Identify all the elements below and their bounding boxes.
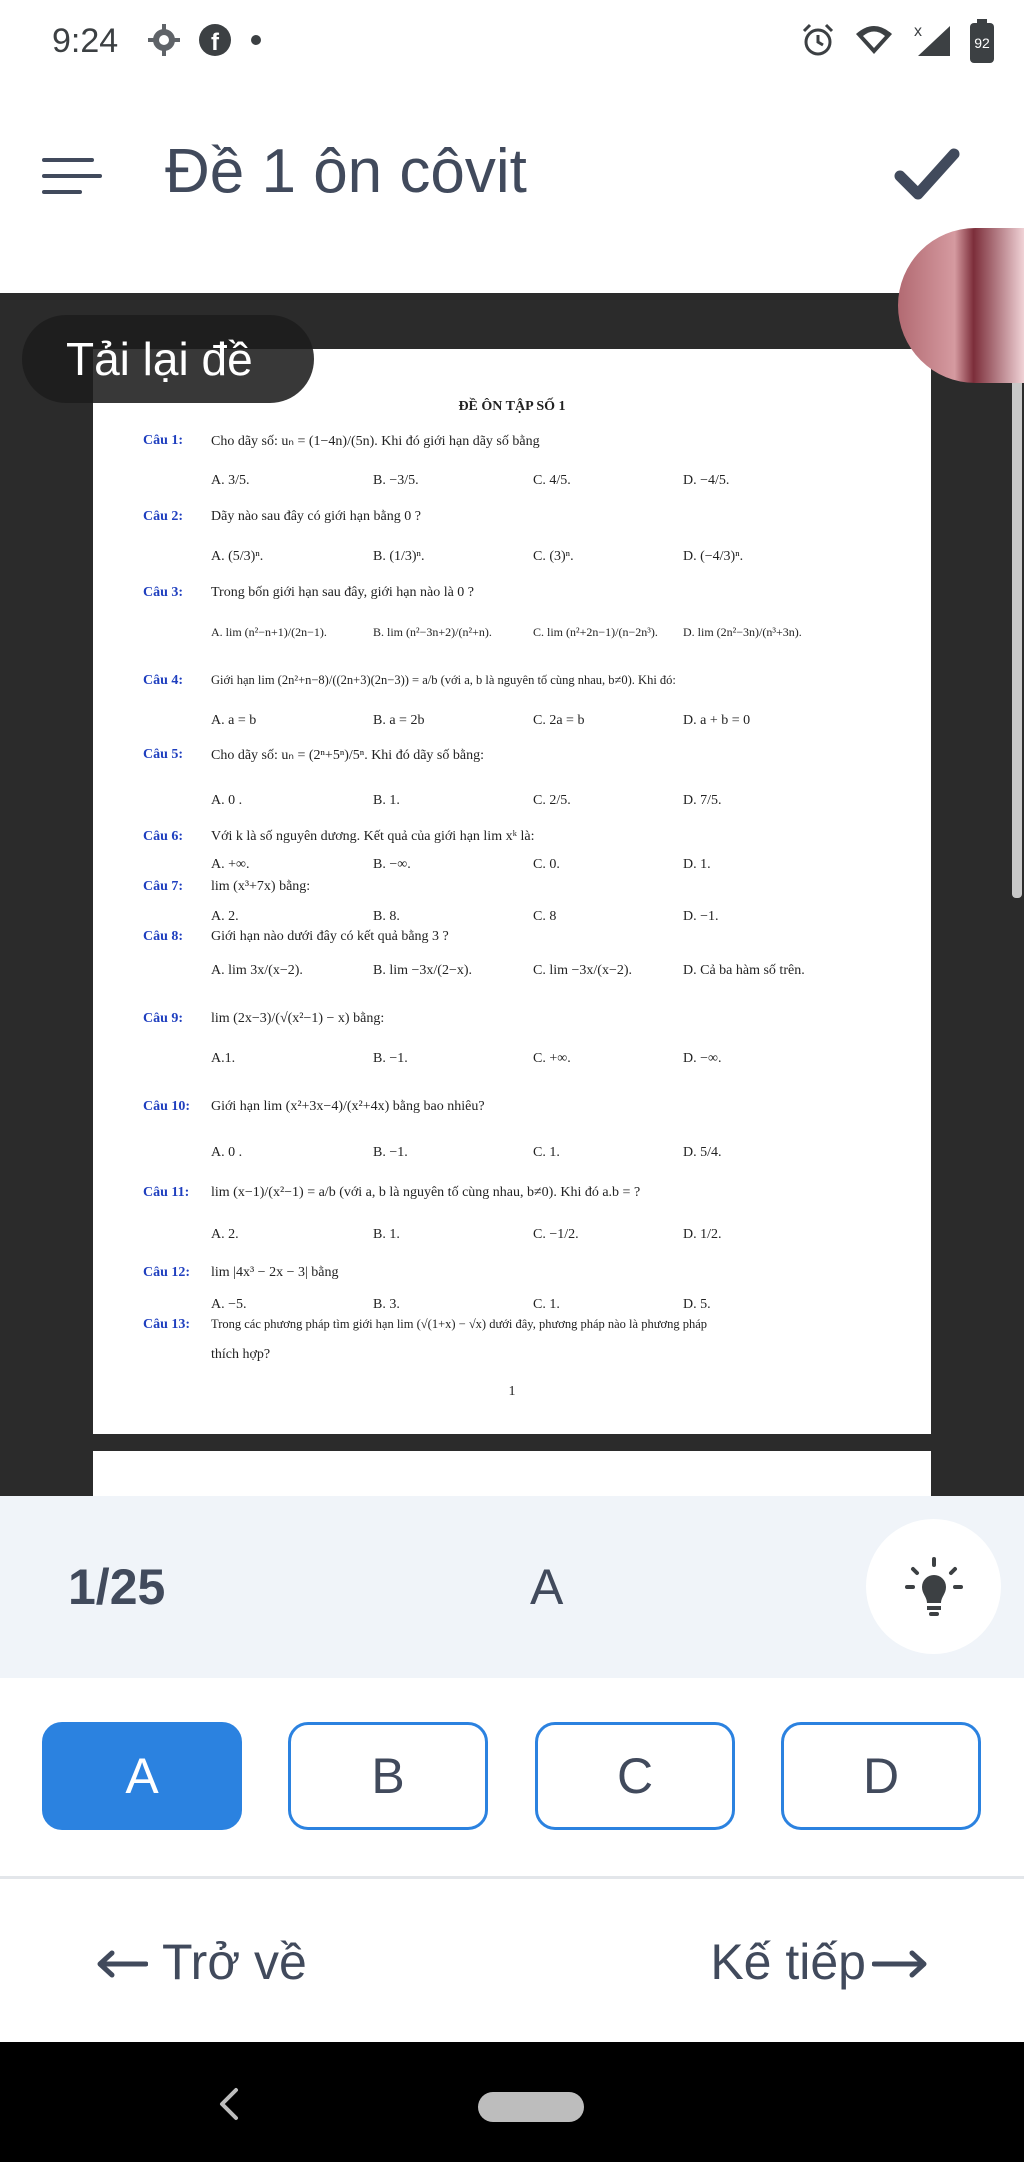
document-viewer[interactable] xyxy=(0,293,1024,1496)
bottom-navigation xyxy=(0,1879,1024,2042)
option: C. +∞. xyxy=(533,1051,571,1066)
option: B. 1. xyxy=(373,793,400,808)
status-time: 9:24 xyxy=(52,22,119,60)
option: B. 3. xyxy=(373,1297,400,1312)
question-text: Trong bốn giới hạn sau đây, giới hạn nào là 0 ? xyxy=(211,585,475,600)
battery-icon: 92 xyxy=(970,23,994,63)
dot-icon xyxy=(248,32,264,53)
next-label: Kế tiếp xyxy=(710,1934,866,1990)
next-button[interactable] xyxy=(710,1933,928,1991)
question-label: Câu 7: xyxy=(143,879,184,894)
answer-info-bar xyxy=(0,1496,1024,1678)
option: D. Cả ba hàm số trên. xyxy=(683,963,805,978)
question-text: Giới hạn lim (2n²+n−8)/((2n+3)(2n−3)) = a/b (với a, b là nguyên tố cùng nhau, b≠0). Khi đó: xyxy=(211,673,676,687)
option: B. lim (n²−3n+2)/(n²+n). xyxy=(373,625,492,639)
settings-gear-icon xyxy=(146,22,182,63)
option: D. 5. xyxy=(683,1297,711,1312)
choice-d-button[interactable]: D xyxy=(781,1722,981,1830)
system-navigation-bar xyxy=(0,2042,1024,2162)
option: B. −1. xyxy=(373,1145,408,1160)
document-page-next xyxy=(93,1451,931,1496)
svg-text:f: f xyxy=(211,29,219,56)
question-text: Trong các phương pháp tìm giới hạn lim (√(1+x) − √x) dưới đây, phương pháp nào là phương pháp xyxy=(211,1317,708,1331)
hamburger-menu-icon[interactable] xyxy=(42,150,102,200)
option: B. −∞. xyxy=(373,857,411,872)
question-text: lim (x−1)/(x²−1) = a/b (với a, b là nguyên tố cùng nhau, b≠0). Khi đó a.b = ? xyxy=(211,1185,641,1200)
option: A.1. xyxy=(211,1051,236,1066)
option: A. 0 . xyxy=(211,1145,243,1160)
facebook-icon xyxy=(198,23,232,62)
question-text: Dãy nào sau đây có giới hạn bằng 0 ? xyxy=(211,509,421,524)
option: C. −1/2. xyxy=(533,1227,579,1242)
document-title: ĐỀ ÔN TẬP SỐ 1 xyxy=(458,399,566,414)
question-label: Câu 9: xyxy=(143,1011,184,1026)
option: A. 3/5. xyxy=(211,473,250,488)
option: D. (−4/3)ⁿ. xyxy=(683,549,744,564)
option: D. 7/5. xyxy=(683,793,722,808)
option: A. +∞. xyxy=(211,857,250,872)
system-home-button[interactable] xyxy=(478,2092,584,2122)
option: C. 2a = b xyxy=(533,713,585,728)
option: C. 2/5. xyxy=(533,793,571,808)
option: B. −3/5. xyxy=(373,473,419,488)
page-number: 1 xyxy=(508,1384,516,1399)
option: C. 4/5. xyxy=(533,473,571,488)
option: C. lim (n²+2n−1)/(n−2n³). xyxy=(533,625,658,639)
option: A. lim (n²−n+1)/(2n−1). xyxy=(211,625,327,639)
question-label: Câu 1: xyxy=(143,433,184,448)
question-label: Câu 6: xyxy=(143,829,184,844)
status-bar xyxy=(0,0,1024,88)
option: B. −1. xyxy=(373,1051,408,1066)
option: D. a + b = 0 xyxy=(683,713,751,728)
option: D. 1/2. xyxy=(683,1227,722,1242)
option: D. 1. xyxy=(683,857,711,872)
option: A. 2. xyxy=(211,1227,239,1242)
selected-answer: A xyxy=(530,1559,564,1615)
question-label: Câu 10: xyxy=(143,1099,191,1114)
question-label: Câu 5: xyxy=(143,747,184,762)
alarm-icon xyxy=(800,22,836,63)
option: C. (3)ⁿ. xyxy=(533,549,574,564)
option: D. −1. xyxy=(683,909,719,924)
option: B. 8. xyxy=(373,909,400,924)
question-text: lim (x³+7x) bằng: xyxy=(211,879,311,894)
option: A. 2. xyxy=(211,909,239,924)
option: D. −4/5. xyxy=(683,473,730,488)
option: A. (5/3)ⁿ. xyxy=(211,549,264,564)
check-icon[interactable] xyxy=(892,140,962,210)
question-label: Câu 13: xyxy=(143,1317,191,1332)
option: C. lim −3x/(x−2). xyxy=(533,963,633,978)
question-text: lim |4x³ − 2x − 3| bằng xyxy=(211,1265,339,1280)
option: D. 5/4. xyxy=(683,1145,722,1160)
choice-c-button[interactable]: C xyxy=(535,1722,735,1830)
choice-a-button[interactable]: A xyxy=(42,1722,242,1830)
system-back-icon[interactable] xyxy=(214,2086,244,2127)
page-title: Đề 1 ôn côvit xyxy=(165,137,527,206)
option: B. (1/3)ⁿ. xyxy=(373,549,425,564)
lightbulb-icon xyxy=(905,1557,963,1622)
back-label: Trở về xyxy=(162,1934,307,1990)
hint-button[interactable] xyxy=(866,1519,1001,1654)
option: A. lim 3x/(x−2). xyxy=(211,963,303,978)
question-label: Câu 8: xyxy=(143,929,184,944)
question-label: Câu 4: xyxy=(143,673,184,688)
arrow-left-icon xyxy=(96,1933,148,1991)
option: C. 0. xyxy=(533,857,560,872)
document-page: ĐỀ ÔN TẬP SỐ 1 Câu 1: Cho dãy số: uₙ = (1−4n)/(5n). Khi đó giới hạn dãy số bằng A. 3/5. B. −3/5. C. 4/5. D. −4/5. Câu 2: Dãy nào sau đây có giới hạn bằng 0 ? A. (5/3)ⁿ. B. (1/3)ⁿ. C. (3)ⁿ. D. (−4/3)ⁿ. Câu 3: Trong bốn giới hạn sau đây, giới hạn nào là 0 ? A. lim (n²−n+1)/(2n−1). B. lim (n²−3n+2)/(n²+n). C. lim (n²+2n−1)/(n−2n³). D. lim (2n²−3n)/(n³+3n). Câu 4: Giới hạn lim (2n²+n−8)/((2n+3)(2n−3)) = a/b (với a, b là nguyên tố cùng nhau, b≠0). Khi đó: A. a = b B. a = 2b C. 2a = b D. a + b = 0 Câu 5: Cho dãy số: uₙ = (2ⁿ+5ⁿ)/5ⁿ. Khi đó dãy số bằng: A. 0 . B. 1. C. 2/5. D. 7/5. Câu 6: Với k là số nguyên dương. Kết quả của giới hạn lim xᵏ là: A. +∞. B. −∞. C. 0. D. 1. Câu 7: lim (x³+7x) bằng: A. 2. B. 8. C. 8 D. −1. Câu 8: Giới hạn nào dưới đây có kết quả bằng 3 ? A. lim 3x/(x−2). B. lim −3x/(2−x). C. lim −3x/(x−2). D. Cả ba hàm số trên. Câu 9: lim (2x−3)/(√(x²−1) − x) bằng: A.1. B. −1. C. +∞. D. −∞. Câu 10: Giới hạn lim (x²+3x−4)/(x²+4x) bằng bao nhiêu? A. 0 . B. −1. C. 1. D. 5/4. Câu 11: lim (x−1)/(x²−1) = a/b (với a, b là nguyên tố cùng nhau, b≠0). Khi đó a.b = ? A. 2. B. 1. C. −1/2. D. 1/2. Câu 12: lim |4x³ − 2x − 3| bằng A. −5. B. 3. C. 1. D. 5. Câu 13: Trong các phương pháp tìm giới hạn lim (√(1+x) − √x) dưới đây, phương pháp nào là phương pháp thích hợp? 1 xyxy=(93,349,931,1434)
app-bar xyxy=(0,88,1024,293)
question-text: Với k là số nguyên dương. Kết quả của giới hạn lim xᵏ là: xyxy=(211,829,535,844)
question-text: Giới hạn lim (x²+3x−4)/(x²+4x) bằng bao nhiêu? xyxy=(211,1099,485,1114)
option: C. 1. xyxy=(533,1145,560,1160)
question-label: Câu 12: xyxy=(143,1265,191,1280)
choice-b-button[interactable]: B xyxy=(288,1722,488,1830)
option: C. 1. xyxy=(533,1297,560,1312)
wifi-icon xyxy=(854,24,894,61)
option: C. 8 xyxy=(533,909,557,924)
option: A. −5. xyxy=(211,1297,247,1312)
answer-choices xyxy=(0,1678,1024,1878)
scrollbar[interactable] xyxy=(1012,358,1022,898)
option: A. a = b xyxy=(211,713,257,728)
question-text: Cho dãy số: uₙ = (1−4n)/(5n). Khi đó giới hạn dãy số bằng xyxy=(211,434,540,449)
option: D. lim (2n²−3n)/(n³+3n). xyxy=(683,625,802,639)
signal-icon xyxy=(912,22,952,63)
question-text: Giới hạn nào dưới đây có kết quả bằng 3 ? xyxy=(211,929,449,944)
arrow-right-icon xyxy=(872,1933,928,1991)
option: B. 1. xyxy=(373,1227,400,1242)
question-counter: 1/25 xyxy=(68,1559,166,1615)
option: B. lim −3x/(2−x). xyxy=(373,963,473,978)
back-button[interactable] xyxy=(96,1933,307,1991)
question-text: Cho dãy số: uₙ = (2ⁿ+5ⁿ)/5ⁿ. Khi đó dãy số bằng: xyxy=(211,748,484,763)
option: A. 0 . xyxy=(211,793,243,808)
question-text: lim (2x−3)/(√(x²−1) − x) bằng: xyxy=(211,1011,385,1026)
question-label: Câu 2: xyxy=(143,509,184,524)
question-label: Câu 3: xyxy=(143,585,184,600)
svg-text:x: x xyxy=(914,23,922,40)
question-label: Câu 11: xyxy=(143,1185,190,1200)
reload-button[interactable]: Tải lại đề xyxy=(22,315,314,403)
option: D. −∞. xyxy=(683,1051,722,1066)
option: B. a = 2b xyxy=(373,713,425,728)
